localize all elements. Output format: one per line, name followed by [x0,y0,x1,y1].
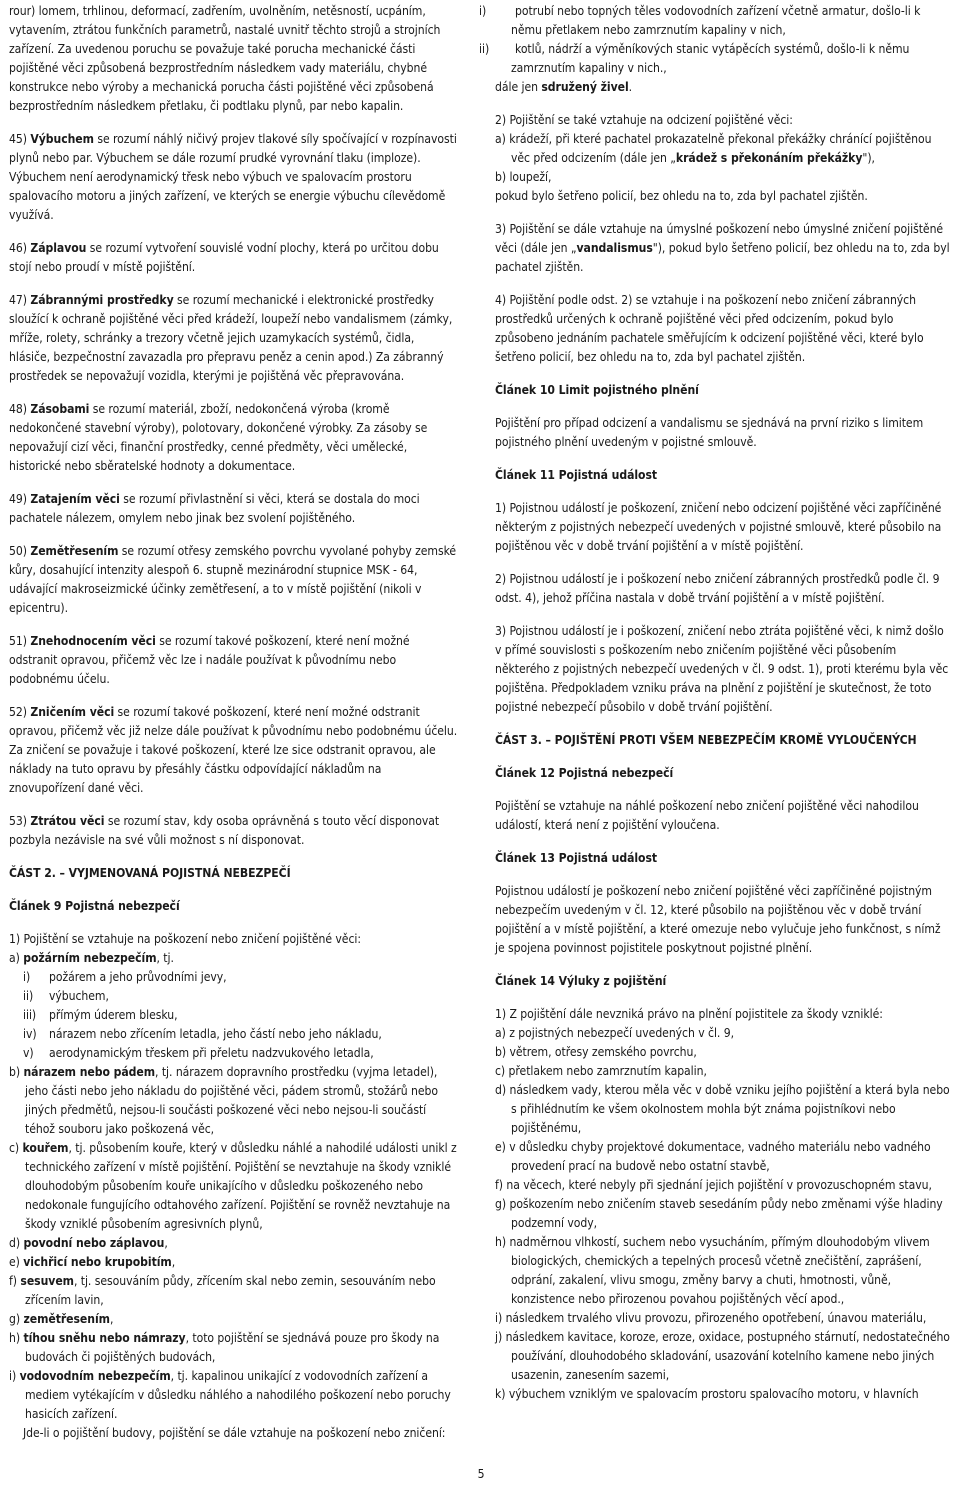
exclusion-item [495,1195,953,1233]
item-label: d) [9,1236,24,1250]
definition-term: Znehodnocením věci [30,634,156,648]
subitem-number: i) [479,4,487,18]
item-term: tíhou sněhu nebo námrazy [23,1331,186,1345]
item-text: , [171,1255,176,1269]
definition-number: 45) [9,132,27,146]
item-text: , tj. působením kouře, který v důsledku náhlé a nahodilé události unikl z technického zařízení v místě pojištění. Pojištění se nevztahuje na škody vzniklé dlouhodobým působením kouře unikajícího v důsledku poškozeného nebo nedokonale fungujícího odtahového zařízení. Pojištění se rovněž nevztahuje na škody vzniklé působením agresivních plynů, [25,1141,457,1231]
item-text: následkem trvalého vlivu provozu, přirozeného opotřebení, únavou materiálu, [505,1311,927,1325]
tail-text: dále jen [495,80,542,94]
article-10-heading: Článek 10 Limit pojistného plnění [495,383,699,397]
subitem-text: aerodynamickým třeskem při přeletu nadzvukového letadla, [49,1046,374,1060]
exclusion-item [495,1309,953,1328]
item-text: , tj. kapalinou unikající z vodovodních zařízení a mediem vytékajícím v důsledku náhlého a nahodilého poškození nebo poruchy hasicích zařízení. [25,1369,451,1421]
item-text: přetlakem nebo zamrznutím kapalin, [508,1064,707,1078]
paragraph-text: "), pokud bylo šetřeno policií, bez ohledu na to, zda byl pachatel zjištěn. [495,241,950,274]
definition-term: Zničením věci [30,705,115,719]
item-term: zemětřesením [23,1312,110,1326]
paragraph-text: 3) Pojištění se dále vztahuje na úmyslné poškození nebo úmyslné zničení pojištěné věci (dále jen „ [495,222,944,255]
subitem-number: iii) [23,1008,37,1022]
item-text: "), [862,151,875,165]
definition-term: Zemětřesením [30,544,119,558]
item-label: e) [9,1255,24,1269]
article-9-item [9,1367,458,1424]
item-text: poškozením nebo zničením staveb sesedáním půdy nebo změnami výše hladiny podzemní vody, [509,1197,943,1230]
exclusion-item [495,1138,953,1176]
article-9-item [9,1329,458,1367]
definition-52 [9,703,458,798]
definition-51 [9,632,458,689]
item-text: , [164,1236,168,1250]
subitem-number: ii) [23,989,34,1003]
definition-number: 49) [9,492,27,506]
item-label: c) [495,1064,506,1078]
definition-term: Ztrátou věci [30,814,105,828]
exclusion-item [495,1081,953,1138]
item-text: na věcech, které nebyly při sjednání jejich pojištění v provozuschopném stavu, [506,1178,932,1192]
defined-term: vandalismus [576,241,653,255]
definition-term: Výbuchem [30,132,94,146]
article-11-paragraph-1: 1) Pojistnou událostí je poškození, zničení nebo odcizení pojištěné věci zapříčiněné některým z pojistných nebezpečí uvedených v pojistné smlouvě, které působilo na pojištěnou věc v době trvání pojištění a v místě pojištění. [495,501,942,553]
exclusion-item [495,1233,953,1309]
item-text: , toto pojištění se sjednává pouze pro škody na budovách či pojištěných budovách, [25,1331,440,1364]
definition-term: Zábrannými prostředky [30,293,174,307]
article-9-intro: 1) Pojištění se vztahuje na poškození nebo zničení pojištěné věci: [9,932,361,946]
article-14-body [495,1005,953,1404]
definition-number: 52) [9,705,27,719]
article-9-subitem [9,1025,458,1044]
definition-number: 51) [9,634,27,648]
definition-46 [9,239,458,277]
item-text: a) krádeží, při které pachatel prokazatelně překonal překážky chránící pojištěnou věc před odcizením (dále jen „ [495,132,932,165]
definition-47 [9,291,458,386]
part-2-heading: ČÁST 2. – VYJMENOVANÁ POJISTNÁ NEBEZPEČÍ [9,866,291,880]
item-label: d) [495,1083,507,1097]
definition-text: se rozumí náhlý ničivý projev tlakové síly spočívající v rozpínavosti plynů nebo par. Výbuchem se dále rozumí prudké vyrovnání tlaku (imploze). Výbuchem není aerodynamický třesk nebo výbuch ve spalovacím prostoru spalovacího motoru a jiných zařízení, ve kterých se energie výbuchu cílevědomě využívá. [9,132,457,222]
item-label: i) [9,1369,20,1383]
item-label: a) [495,1026,506,1040]
paragraph-3-vandalism [495,220,953,277]
intro-paragraph: rour) lomem, trhlinou, deformací, zadřením, uvolněním, netěsností, ucpáním, vytavením, ztrátou funkčních parametrů, nastalé uvnitř těchto strojů a strojních zařízení. Za uvedenou poruchu se považuje také porucha mechanické části pojištěné věci způsobená bezprostředním následkem vady materiálu, chybné konstrukce nebo výroby a mechanická porucha části pojištěné věci způsobená bezprostředním následkem přetlaku, či podtlaku plynů, par nebo kapalin. [9,4,441,113]
subitem-text: kotlů, nádrží a výměníkových stanic vytápěcích systémů, došlo-li k němu zamrznutím kapaliny v nich., [511,42,910,75]
continuation-item [479,40,953,78]
paragraph-2-theft [495,111,953,206]
item-text: , tj. nárazem dopravního prostředku (vyjma letadel), jeho části nebo jeho nákladu do pojištěné věci, pádem stromů, stožárů nebo jiných předmětů, nejsou-li součásti poškozené věci nebo nejsou-li součástí téhož souboru jako poškozená věc, [25,1065,438,1136]
article-9-subitem [9,987,458,1006]
item-term: vodovodním nebezpečím [19,1369,171,1383]
part-3-heading: ČÁST 3. – POJIŠTĚNÍ PROTI VŠEM NEBEZPEČÍM KROMĚ VYLOUČENÝCH [495,733,917,747]
article-13-text: Pojistnou událostí je poškození nebo zničení pojištěné věci zapříčiněné pojistným nebezpečím uvedeným v čl. 12, které působilo na pojištěnou věc v době trvání pojištění a v místě pojištění, a které omezuje nebo vylučuje jeho funkčnost, s nímž je spojena povinnost pojistitele poskytnout pojistné plnění. [495,884,941,955]
item-text: nadměrnou vlhkostí, suchem nebo vysucháním, přímým dlouhodobým vlivem biologických, chemických a tepelných procesů včetně znečištění, zaprášení, odprání, zakalení, vlivu smogu, změny barvy a chuti, hmotnosti, vůně, konzistence nebo přirozenou povahou pojištěných věcí apod., [509,1235,930,1306]
definition-term: Záplavou [30,241,87,255]
article-9-item [9,1310,458,1329]
item-text: větrem, otřesy zemského povrchu, [509,1045,697,1059]
item-term: vichřicí nebo krupobitím [23,1255,172,1269]
continuation-block [479,2,953,97]
definition-text: se rozumí takové poškození, které není možné odstranit opravou, přičemž věc lze i nadále používat k původnímu nebo podobnému účelu. [9,634,410,686]
article-9-body [9,930,458,1443]
subitem-text: přímým úderem blesku, [49,1008,178,1022]
paragraph-4: 4) Pojištění podle odst. 2) se vztahuje i na poškození nebo zničení zábranných prostředků určených k ochraně pojištěné věci před odcizením, pokud bylo způsobeno jednáním pachatele směřujícím k odcizení pojištěné věci, které bylo šetřeno policií, bez ohledu na to, zda byl pachatel zjištěn. [495,293,924,364]
definition-number: 48) [9,402,27,416]
article-9-subitem [9,1044,458,1063]
article-10-text: Pojištění pro případ odcizení a vandalismu se sjednává na první riziko s limitem pojistného plnění uvedeným v pojistné smlouvě. [495,416,924,449]
definition-48 [9,400,458,476]
article-11-heading: Článek 11 Pojistná událost [495,468,658,482]
subitem-text: potrubí nebo topných těles vodovodních zařízení včetně armatur, došlo-li k němu přetlakem nebo zamrznutím kapaliny v nich, [511,4,921,37]
definitions-list [9,130,458,850]
definition-number: 53) [9,814,27,828]
article-9-closing: Jde-li o pojištění budovy, pojištění se dále vztahuje na poškození nebo zničení: [23,1426,446,1440]
subitem-number: i) [23,970,31,984]
item-label: h) [495,1235,507,1249]
item-label: j) [495,1330,503,1344]
article-9-item [9,1272,458,1310]
article-9-item [9,1253,458,1272]
item-label: k) [495,1387,506,1401]
subitem-text: nárazem nebo zřícením letadla, jeho částí nebo jeho nákladu, [49,1027,382,1041]
definition-text: se rozumí vytvoření souvislé vodní plochy, která po určitou dobu stojí nebo proudí v místě pojištění. [9,241,439,274]
article-11-paragraph-2: 2) Pojistnou událostí je i poškození nebo zničení zábranných prostředků podle čl. 9 odst. 4), jehož příčina nastala v době trvání pojištění a v místě pojištění. [495,572,940,605]
defined-term: sdružený živel [541,80,629,94]
item-label: b) [495,1045,507,1059]
item-label: i) [495,1311,503,1325]
item-text: v důsledku chyby projektové dokumentace, vadného materiálu nebo vadného provedení prací na budově nebo ostatní stavbě, [509,1140,931,1173]
item-term: povodní nebo záplavou [23,1236,165,1250]
article-9-subitem [9,1006,458,1025]
definition-text: se rozumí přivlastnění si věci, která se dostala do moci pachatele nálezem, omylem nebo jinak bez svolení pojištěného. [9,492,420,525]
subitem-number: iv) [23,1027,37,1041]
article-12-text: Pojištění se vztahuje na náhlé poškození nebo zničení pojištěné věci nahodilou událostí, která není z pojištění vyloučena. [495,799,919,832]
item-term: sesuvem [20,1274,74,1288]
definition-term: Zatajením věci [30,492,120,506]
tail-text: . [628,80,633,94]
item-label: b) [9,1065,24,1079]
article-9-item [9,1234,458,1253]
item-text: , [109,1312,114,1326]
subitem-text: požárem a jeho průvodními jevy, [49,970,227,984]
definition-number: 47) [9,293,27,307]
subitem-text: výbuchem, [49,989,109,1003]
definition-text: se rozumí mechanické i elektronické prostředky sloužící k ochraně pojištěné věci před krádeží, loupeží nebo vandalismem (zámky, mříže, rolety, schránky a trezory včetně jejich uzamykacích systémů, čidla, hlásiče, bezpečnostní zavazadla pro přepravu peněz a cenin apod.) Za zábranný prostředek se nepovažují vozidla, kterými je pojištěná věc přepravována. [9,293,453,383]
paragraph-tail: pokud bylo šetřeno policií, bez ohledu na to, zda byl pachatel zjištěn. [495,189,868,203]
article-9-item [9,1063,458,1139]
article-9-subitem [9,968,458,987]
item-text: následkem vady, kterou měla věc v době vzniku jejího pojištění a která byla nebo s přihlédnutím ke všem okolnostem mohla být známa pojistníkovi nebo pojištěnému, [509,1083,950,1135]
item-label: a) [9,951,24,965]
definition-text: se rozumí takové poškození, které není možné odstranit opravou, přičemž věc již nelze dále používat k původnímu nebo podobnému účelu. Za zničení se považuje i takové poškození, které lze sice odstranit opravou, ale náklady na tuto opravu by přesáhly částku odpovídající nákladům na znovupořízení dané věci. [9,705,458,795]
item-label: e) [495,1140,506,1154]
defined-term: krádež s překonáním překážky [675,151,863,165]
article-11-paragraph-3: 3) Pojistnou událostí je i poškození, zničení nebo ztráta pojištěné věci, k nimž došlo v přímé souvislosti s poškozením nebo zničením pojištěné věci působením některého z pojistných nebezpečí uvedených v čl. 9 odst. 1), proti kterému byla věc pojištěna. Předpokladem vzniku práva na plnění z pojištění je skutečnost, že toto pojistné nebezpečí působilo v době trvání pojištění. [495,624,949,714]
item-label: h) [9,1331,24,1345]
exclusion-item [495,1024,953,1043]
item-text: následkem kavitace, koroze, eroze, oxidace, postupného stárnutí, nedostatečného používání, dlouhodobého skladování, usazování kotelního kamene nebo jiných usazenin, zanesením sazemi, [505,1330,950,1382]
definition-text: se rozumí materiál, zboží, nedokončená výroba (kromě nedokončené stavební výroby), polotovary, dokončené výrobky. Za zásoby se nepovažují cizí věci, finanční prostředky, cenné předměty, věci umělecké, historické nebo sběratelské hodnoty a dokumentace. [9,402,428,473]
item-label: c) [9,1141,23,1155]
definition-49 [9,490,458,528]
paragraph-intro: 2) Pojištění se také vztahuje na odcizení pojištěné věci: [495,113,793,127]
item-term: nárazem nebo pádem [23,1065,156,1079]
page-number: 5 [477,1467,485,1481]
item-label: f) [495,1178,503,1192]
definition-text: se rozumí otřesy zemského povrchu vyvolané pohyby zemské kůry, dosahující intenzity alespoň 6. stupně mezinárodní stupnice MSK - 64, udávající makroseizmické účinky zemětřesení, a to v místě pojištění (nikoli v epicentru). [9,544,457,615]
theft-item-b: b) loupeží, [495,170,552,184]
article-9-item-a [9,949,458,968]
exclusion-item [495,1043,953,1062]
exclusion-item [495,1062,953,1081]
continuation-item [479,2,953,40]
definition-term: Zásobami [30,402,90,416]
exclusion-item [495,1176,953,1195]
right-column [479,2,953,1404]
item-text: , tj. [156,951,174,965]
definition-45 [9,130,458,225]
item-label: g) [9,1312,24,1326]
article-12-heading: Článek 12 Pojistná nebezpečí [495,766,674,780]
article-9-item [9,1139,458,1234]
definition-50 [9,542,458,618]
definition-number: 46) [9,241,27,255]
item-text: výbuchem vzniklým ve spalovacím prostoru spalovacího motoru, v hlavních [508,1387,919,1401]
subitem-number: ii) [479,42,490,56]
article-14-heading: Článek 14 Výluky z pojištění [495,974,667,988]
theft-item-a [495,130,953,168]
article-9-heading: Článek 9 Pojistná nebezpečí [9,899,180,913]
exclusion-item [495,1385,953,1404]
definition-53 [9,812,458,850]
article-13-heading: Článek 13 Pojistná událost [495,851,658,865]
item-term: kouřem [22,1141,69,1155]
item-label: f) [9,1274,21,1288]
item-text: z pojistných nebezpečí uvedených v čl. 9, [509,1026,735,1040]
definition-number: 50) [9,544,27,558]
left-column [9,2,458,1443]
subitem-number: v) [23,1046,34,1060]
continuation-tail [495,78,953,97]
item-term: požárním nebezpečím [23,951,157,965]
definition-text: se rozumí stav, kdy osoba oprávněná s touto věcí disponovat pozbyla nezávisle na své vůli možnost s ní disponovat. [9,814,440,847]
item-text: , tj. sesouváním půdy, zřícením skal nebo zemin, sesouváním nebo zřícením lavin, [25,1274,436,1307]
item-label: g) [495,1197,507,1211]
article-14-intro: 1) Z pojištění dále nevzniká právo na plnění pojistitele za škody vzniklé: [495,1007,883,1021]
exclusion-item [495,1328,953,1385]
